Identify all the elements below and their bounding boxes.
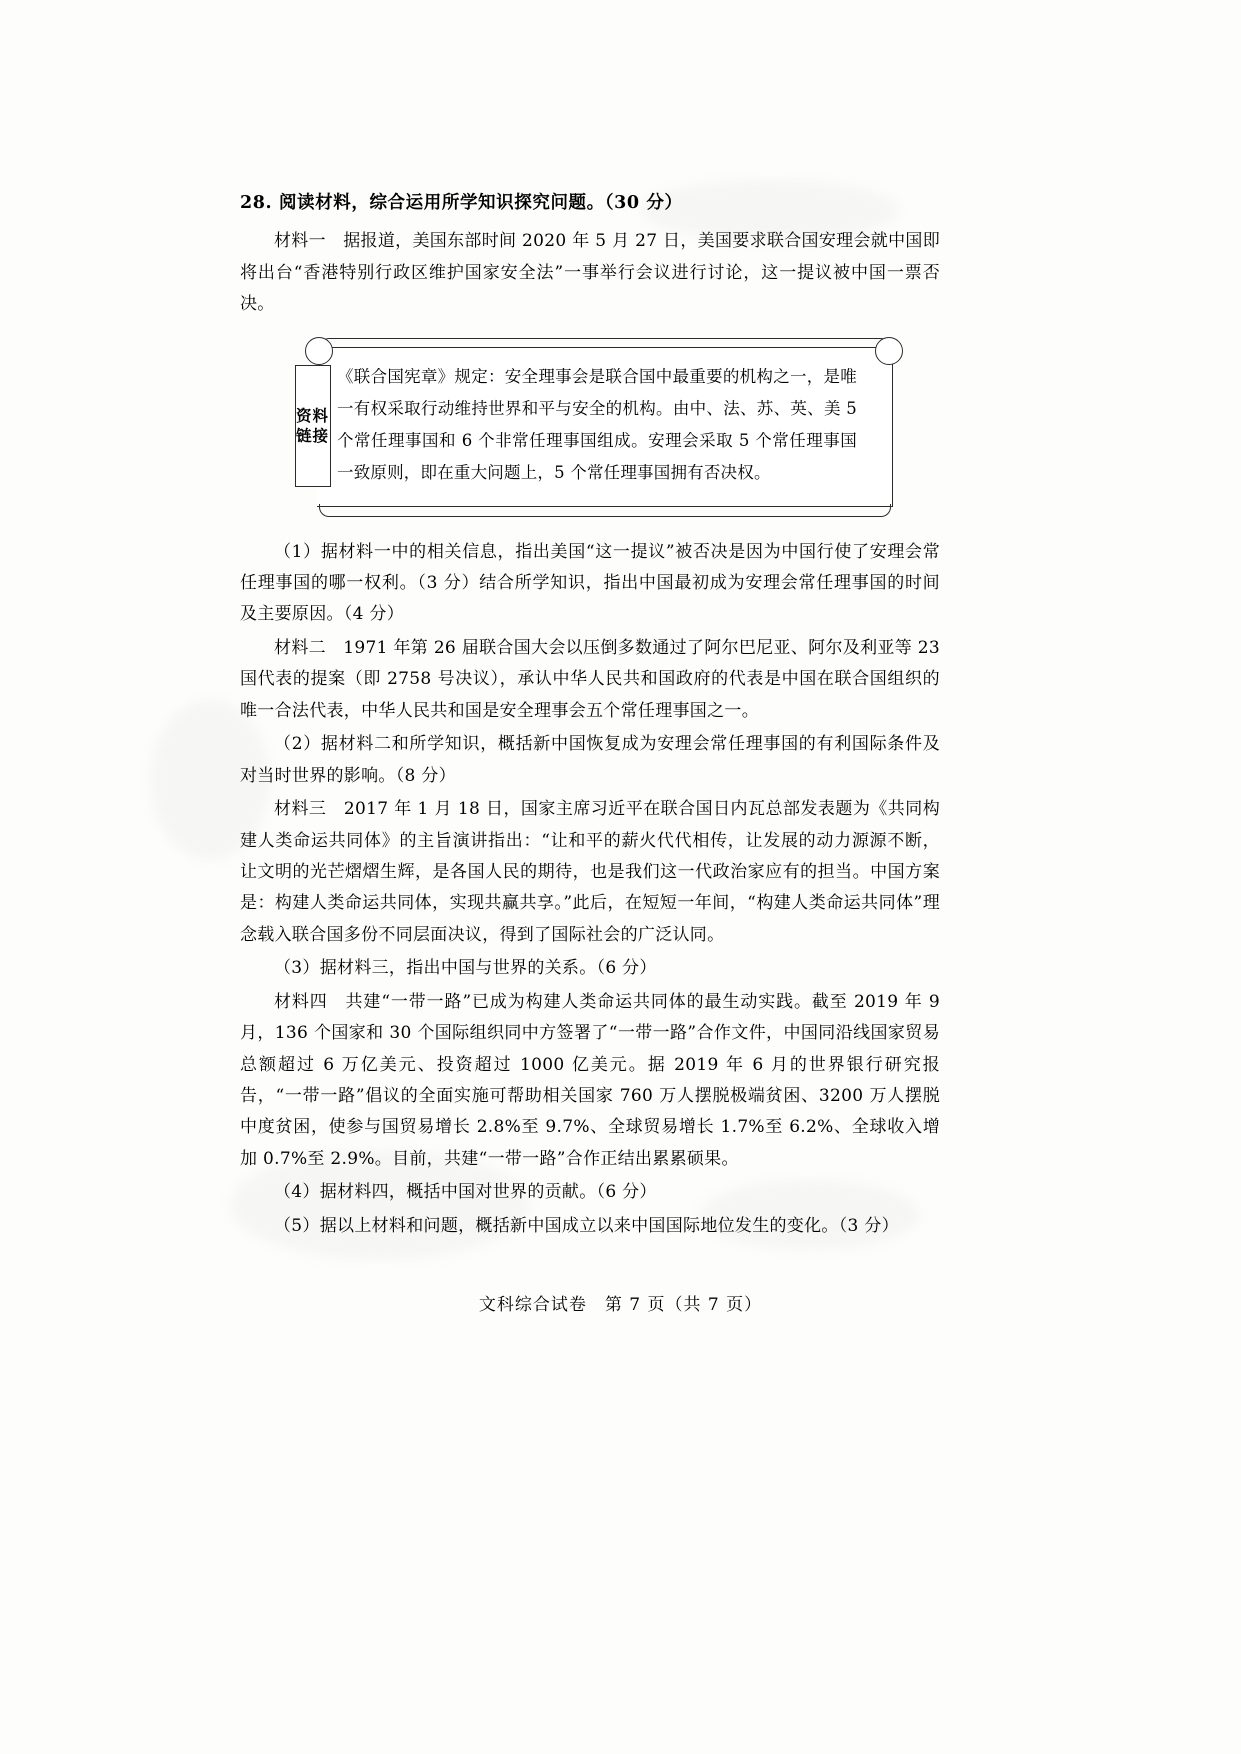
sub-question-5: （5）据以上材料和问题，概括新中国成立以来中国国际地位发生的变化。（3 分） [274, 1215, 899, 1236]
scroll-roll-right-icon [875, 337, 903, 365]
material-three-paragraph: 材料三 2017 年 1 月 18 日，国家主席习近平在联合国日内瓦总部发表题为《共同构建人类命运共同体》的主旨演讲指出：“让和平的薪火代代相传，让发展的动力源源不断，让文明的光芒熠熠生辉，是各国人民的期待，也是我们这一代政治家应有的担当。中国方案是：构建人类命运共同体，实现共赢共享。”此后，在短短一年间，“构建人类命运共同体”理念载入联合国多份不同层面决议，得到了国际社会的广泛认同。 [240, 799, 940, 945]
scroll-bottom-edge [319, 504, 891, 517]
question-heading [240, 190, 940, 216]
sub-question-4: （4）据材料四，概括中国对世界的贡献。（6 分） [274, 1182, 657, 1203]
resource-link-body: 《联合国宪章》规定：安全理事会是联合国中最重要的机构之一，是唯一有权采取行动维持世界和平与安全的机构。由中、法、苏、英、美 5 个常任理事国和 6 个非常任理事国组成。安理会采取 5 个常任理事国一致原则，即在重大问题上，5 个常任理事国拥有否决权。 [337, 366, 857, 483]
sub-question-3: （3）据材料三，指出中国与世界的关系。（6 分） [274, 958, 657, 979]
resource-link-tab-label: 资料链接 [295, 365, 331, 487]
material-one-paragraph: 材料一 据报道，美国东部时间 2020 年 5 月 27 日，美国要求联合国安理会就中国即将出台“香港特别行政区维护国家安全法”一事举行会议进行讨论，这一提议被中国一票否决。 [240, 231, 940, 315]
scroll-top-edge [319, 338, 891, 353]
exam-content [240, 190, 940, 1244]
resource-link-scroll [285, 339, 905, 517]
material-two-paragraph: 材料二 1971 年第 26 届联合国大会以压倒多数通过了阿尔巴尼亚、阿尔及利亚等 23 国代表的提案（即 2758 号决议），承认中华人民共和国政府的代表是中国在联合国组织的唯一合法代表，中华人民共和国是安全理事会五个常任理事国之一。 [240, 637, 940, 721]
sub-question-1: （1）据材料一中的相关信息，指出美国“这一提议”被否决是因为中国行使了安理会常任理事国的哪一权利。（3 分）结合所学知识，指出中国最初成为安理会常任理事国的时间及主要原因。（4 分） [240, 541, 940, 625]
question-number: 28. [240, 193, 273, 213]
sub-question-2: （2）据材料二和所学知识，概括新中国恢复成为安理会常任理事国的有利国际条件及对当时世界的影响。（8 分） [240, 734, 940, 786]
resource-link-text [337, 361, 857, 490]
material-four-paragraph: 材料四 共建“一带一路”已成为构建人类命运共同体的最生动实践。截至 2019 年 9 月，136 个国家和 30 个国际组织同中方签署了“一带一路”合作文件，中国同沿线国家贸易总额超过 6 万亿美元、投资超过 1000 亿美元。据 2019 年 6 月的世界银行研究报告，“一带一路”倡议的全面实施可帮助相关国家 760 万人摆脱极端贫困、3200 万人摆脱中度贫困，使参与国贸易增长 2.8%至 9.7%、全球贸易增长 1.7%至 6.2%、全球收入增加 0.7%至 2.9%。目前，共建“一带一路”合作正结出累累硕果。 [240, 991, 940, 1169]
page-footer: 文科综合试卷 第 7 页（共 7 页） [478, 1295, 763, 1315]
scroll-roll-left-icon [305, 337, 333, 365]
question-title: 阅读材料，综合运用所学知识探究问题。（30 分） [278, 193, 683, 213]
